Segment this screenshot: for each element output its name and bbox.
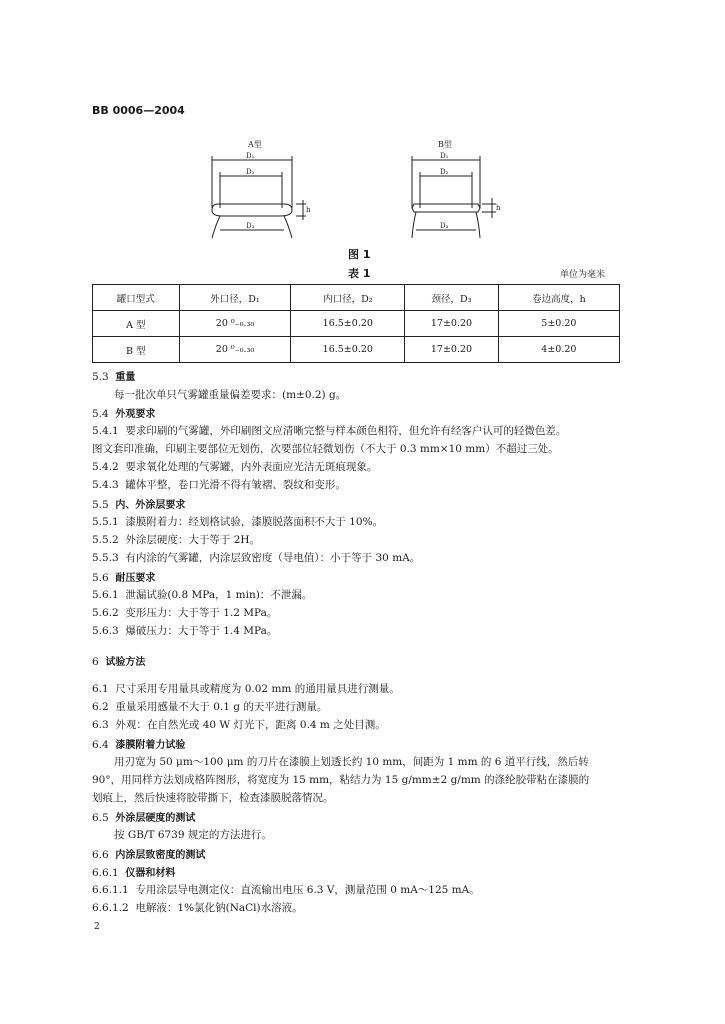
- label-type-b: B型: [438, 140, 452, 149]
- section-heading: 6.5 外涂层硬度的测试: [92, 812, 196, 824]
- paragraph-line: 6.3 外观：在自然光或 40 W 灯光下，距离 0.4 m 之处目测。: [92, 719, 386, 731]
- paragraph-line: 6.2 重量采用感量不大于 0.1 g 的天平进行测量。: [92, 701, 328, 713]
- table-cell: 20 ⁰₋₀.₃₀: [179, 337, 291, 363]
- paragraph-line: 划痕上，然后快速将胶带撕下，检查漆膜脱落情况。: [92, 792, 334, 804]
- label-b-h: h: [496, 204, 501, 212]
- table-cell: 5±0.20: [498, 311, 619, 337]
- paragraph-line: 按 GB/T 6739 规定的方法进行。: [114, 829, 272, 841]
- paragraph-line: 6.6.1.2 电解液：1%氯化钠(NaCl)水溶液。: [92, 902, 303, 914]
- paragraph-line: 图文套印准确，印刷主要部位无划伤，次要部位轻微划伤（不大于 0.3 mm×10 mm）不超过三处。: [92, 443, 559, 455]
- paragraph-line: 每一批次单只气雾罐重量偏差要求：(m±0.2) g。: [114, 389, 347, 401]
- paragraph-line: 5.4.3 罐体平整，卷口光滑不得有皱褶、裂纹和变形。: [92, 479, 346, 491]
- table-row: [93, 311, 620, 337]
- label-b-d2: D₂: [440, 168, 449, 176]
- figure-diagram: [200, 138, 520, 248]
- section-heading: 5.5 内、外涂层要求: [92, 499, 186, 511]
- paragraph-line: 5.5.1 漆膜附着力：经划格试验，漆膜脱落面积不大于 10%。: [92, 516, 384, 528]
- section-heading: 5.4 外观要求: [92, 408, 156, 420]
- section-heading: 6.6.1 仪器和材料: [92, 867, 176, 879]
- table-cell: 16.5±0.20: [291, 311, 405, 337]
- table-cell: B 型: [93, 337, 180, 363]
- table-header: 卷边高度，h: [498, 285, 619, 311]
- label-b-d1: D₁: [440, 152, 449, 160]
- paragraph-line: 6.1 尺寸采用专用量具或精度为 0.02 mm 的通用量具进行测量。: [92, 683, 400, 695]
- dimension-table: [92, 284, 620, 363]
- label-a-h: h: [306, 206, 311, 214]
- label-a-d2: D₂: [246, 168, 255, 176]
- section-heading: 5.6 耐压要求: [92, 572, 156, 584]
- label-type-a: A型: [248, 140, 262, 149]
- paragraph-line: 5.4.1 要求印刷的气雾罐，外印刷图文应清晰完整与样本颜色相符，但允许有经客户认可的轻微色差。: [92, 425, 567, 437]
- table-cell: 16.5±0.20: [291, 337, 405, 363]
- paragraph-line: 5.6.3 爆破压力：大于等于 1.4 MPa。: [92, 625, 278, 637]
- section-heading: 6.4 漆膜附着力试验: [92, 739, 186, 751]
- page-number: 2: [94, 922, 100, 932]
- table-header: 罐口型式: [93, 285, 180, 311]
- table-cell: A 型: [93, 311, 180, 337]
- table-caption: 表 1: [348, 267, 371, 280]
- section-heading: 5.3 重量: [92, 371, 136, 383]
- paragraph-line: 6.6.1.1 专用涂层导电测定仪：直流输出电压 6.3 V，测量范围 0 mA～125 mA。: [92, 884, 480, 896]
- table-cell: 17±0.20: [405, 337, 499, 363]
- doc-code: BB 0006—2004: [92, 104, 185, 117]
- label-b-d3: D₃: [440, 222, 449, 230]
- paragraph-line: 5.5.3 有内涂的气雾罐，内涂层致密度（导电值）：小于等于 30 mA。: [92, 552, 421, 564]
- figure-caption: 图 1: [348, 248, 371, 261]
- table-header: 外口径，D₁: [179, 285, 291, 311]
- table-cell: 17±0.20: [405, 311, 499, 337]
- table-header: 内口径，D₂: [291, 285, 405, 311]
- table-cell: 20 ⁰₋₀.₃₀: [179, 311, 291, 337]
- table-unit: 单位为毫米: [560, 270, 606, 280]
- paragraph-line: 5.6.1 泄漏试验(0.8 MPa，1 min)：不泄漏。: [92, 589, 313, 601]
- table-header: 颈径，D₃: [405, 285, 499, 311]
- table-row: [93, 337, 620, 363]
- paragraph-line: 用刃宽为 50 μm～100 μm 的刀片在漆膜上划透长约 10 mm，间距为 1 mm 的 6 道平行线，然后转: [114, 756, 589, 768]
- paragraph-line: 90°，用同样方法划成格阵图形，将宽度为 15 mm，粘结力为 15 g/mm±2 g/mm 的涤纶胶带粘在漆膜的: [92, 774, 590, 786]
- paragraph-line: 5.6.2 变形压力：大于等于 1.2 MPa。: [92, 607, 278, 619]
- table-cell: 4±0.20: [498, 337, 619, 363]
- label-a-d3: D₃: [246, 222, 255, 230]
- table-header-row: [93, 285, 620, 311]
- paragraph-line: 5.5.2 外涂层硬度：大于等于 2H。: [92, 534, 261, 546]
- section-heading: 6 试验方法: [92, 656, 146, 668]
- section-heading: 6.6 内涂层致密度的测试: [92, 849, 206, 861]
- paragraph-line: 5.4.2 要求氧化处理的气雾罐，内外表面应光洁无斑痕现象。: [92, 461, 378, 473]
- label-a-d1: D₁: [246, 152, 255, 160]
